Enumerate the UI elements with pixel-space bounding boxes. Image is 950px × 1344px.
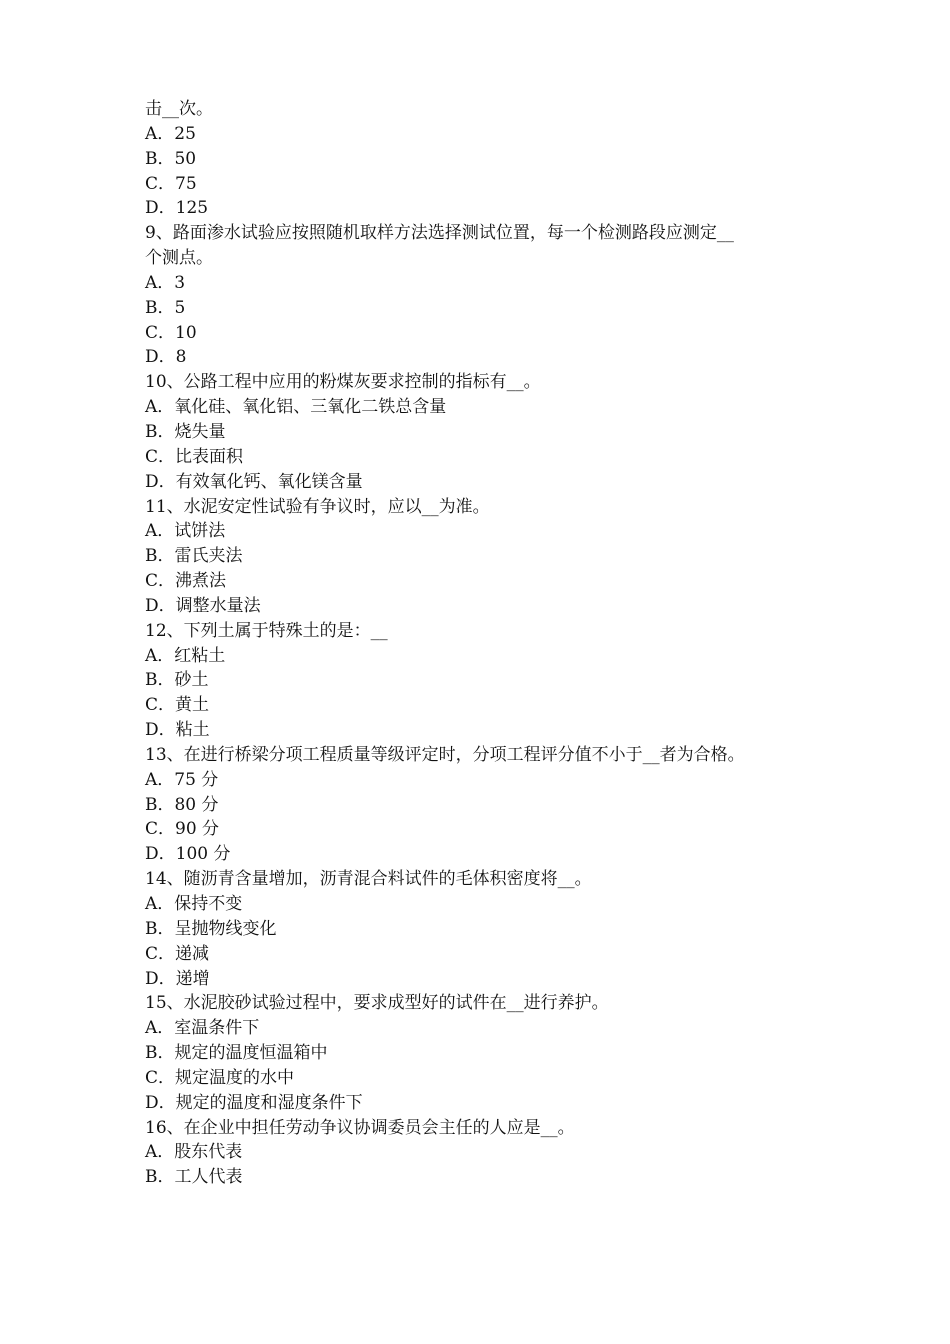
option-b: B．50: [145, 148, 197, 169]
option-a: A．试饼法: [145, 521, 226, 542]
question-12-text: 12、下列土属于特殊土的是：__: [145, 620, 388, 641]
option-a: A．25: [145, 123, 196, 144]
option-b: B．工人代表: [145, 1167, 243, 1188]
option-a: A．氧化硅、氧化铝、三氧化二铁总含量: [145, 397, 447, 418]
option-a: A．保持不变: [145, 894, 243, 914]
option-c: C．规定温度的水中: [145, 1067, 295, 1088]
option-d: D．100 分: [145, 844, 231, 865]
question-9-text: 9、路面渗水试验应按照随机取样方法选择测试位置，每一个检测路段应测定__: [145, 223, 734, 244]
option-d: D．调整水量法: [145, 595, 261, 616]
option-a: A．股东代表: [145, 1142, 243, 1163]
option-a: A．75 分: [145, 769, 219, 790]
option-b: B．砂土: [145, 670, 209, 691]
option-c: C．比表面积: [145, 446, 244, 467]
question-9-text-cont: 个测点。: [145, 248, 213, 269]
option-c: C．75: [145, 173, 197, 194]
question-15-text: 15、水泥胶砂试验过程中，要求成型好的试件在__进行养护。: [145, 993, 609, 1014]
option-a: A．室温条件下: [145, 1018, 260, 1039]
question-14-text: 14、随沥青含量增加，沥青混合料试件的毛体积密度将__。: [145, 869, 592, 890]
option-c: C．10: [145, 322, 197, 343]
option-b: B．80 分: [145, 794, 219, 815]
option-c: C．90 分: [145, 819, 220, 840]
question-16-text: 16、在企业中担任劳动争议协调委员会主任的人应是__。: [145, 1117, 575, 1138]
option-a: A．红粘土: [145, 645, 226, 666]
question-13-text: 13、在进行桥梁分项工程质量等级评定时，分项工程评分值不小于__者为合格。: [145, 744, 745, 765]
option-c: C．黄土: [145, 695, 210, 716]
question-11-text: 11、水泥安定性试验有争议时，应以__为准。: [145, 496, 490, 517]
option-b: B．烧失量: [145, 421, 226, 442]
option-d: D．8: [145, 347, 187, 368]
option-a: A．3: [145, 272, 186, 293]
option-d: D．粘土: [145, 720, 210, 741]
option-b: B．规定的温度恒温箱中: [145, 1043, 328, 1064]
option-d: D．125: [145, 198, 209, 219]
question-10-text: 10、公路工程中应用的粉煤灰要求控制的指标有__。: [145, 372, 541, 393]
option-c: C．递减: [145, 943, 210, 964]
option-c: C．沸煮法: [145, 571, 227, 592]
option-b: B．5: [145, 297, 186, 318]
option-d: D．规定的温度和湿度条件下: [145, 1092, 363, 1113]
option-d: D．有效氧化钙、氧化镁含量: [145, 471, 363, 492]
question-list: [145, 97, 835, 1190]
question-fragment: 击__次。: [145, 99, 213, 119]
option-b: B．呈抛物线变化: [145, 918, 277, 939]
option-d: D．递增: [145, 968, 210, 989]
option-b: B．雷氏夹法: [145, 546, 243, 567]
